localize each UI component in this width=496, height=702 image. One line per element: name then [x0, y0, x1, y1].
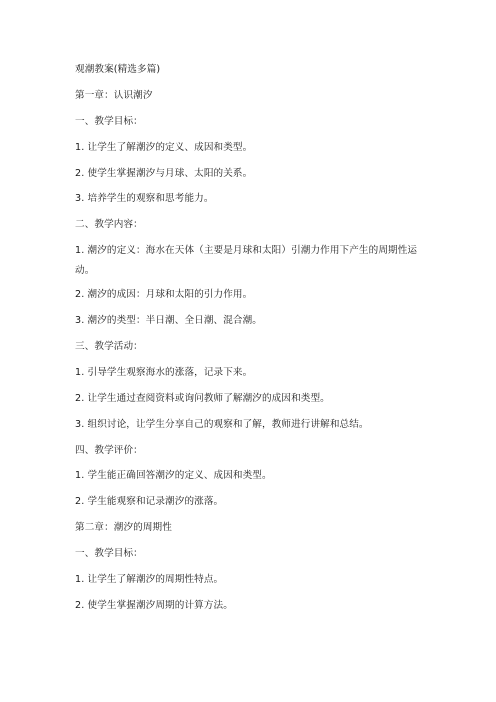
chapter-1-heading: 第一章：认识潮汐	[75, 89, 153, 101]
objective-item: 3. 培养学生的观察和思考能力。	[75, 193, 214, 205]
content-item: 2. 潮汐的成因：月球和太阳的引力作用。	[75, 289, 253, 301]
content-item: 3. 潮汐的类型：半日潮、全日潮、混合潮。	[75, 315, 262, 327]
objective-item: 2. 使学生掌握潮汐与月球、太阳的关系。	[75, 167, 253, 179]
evaluation-item: 1. 学生能正确回答潮汐的定义、成因和类型。	[75, 470, 272, 482]
section-objectives-heading: 一、教学目标：	[75, 115, 143, 127]
objective-item: 1. 让学生了解潮汐的周期性特点。	[75, 574, 224, 586]
activity-item: 1. 引导学生观察海水的涨落，记录下来。	[75, 366, 253, 378]
activity-item: 2. 让学生通过查阅资料或询问教师了解潮汐的成因和类型。	[75, 392, 330, 404]
section-objectives-heading: 一、教学目标：	[75, 548, 143, 560]
section-activities-heading: 三、教学活动：	[75, 341, 143, 353]
document-body	[75, 63, 425, 612]
chapter-2-heading: 第二章：潮汐的周期性	[75, 522, 172, 534]
document-title: 观潮教案(精选多篇)	[75, 64, 161, 75]
evaluation-item: 2. 学生能观察和记录潮汐的涨落。	[75, 496, 224, 508]
objective-item: 1. 让学生了解潮汐的定义、成因和类型。	[75, 141, 253, 153]
content-item: 1. 潮汐的定义：海水在天体（主要是月球和太阳）引潮力作用下产生的周期性运动。	[75, 244, 418, 276]
section-content-heading: 二、教学内容：	[75, 219, 143, 231]
section-evaluation-heading: 四、教学评价：	[75, 444, 143, 456]
objective-item: 2. 使学生掌握潮汐周期的计算方法。	[75, 599, 233, 611]
activity-item: 3. 组织讨论，让学生分享自己的观察和了解，教师进行讲解和总结。	[75, 418, 369, 430]
